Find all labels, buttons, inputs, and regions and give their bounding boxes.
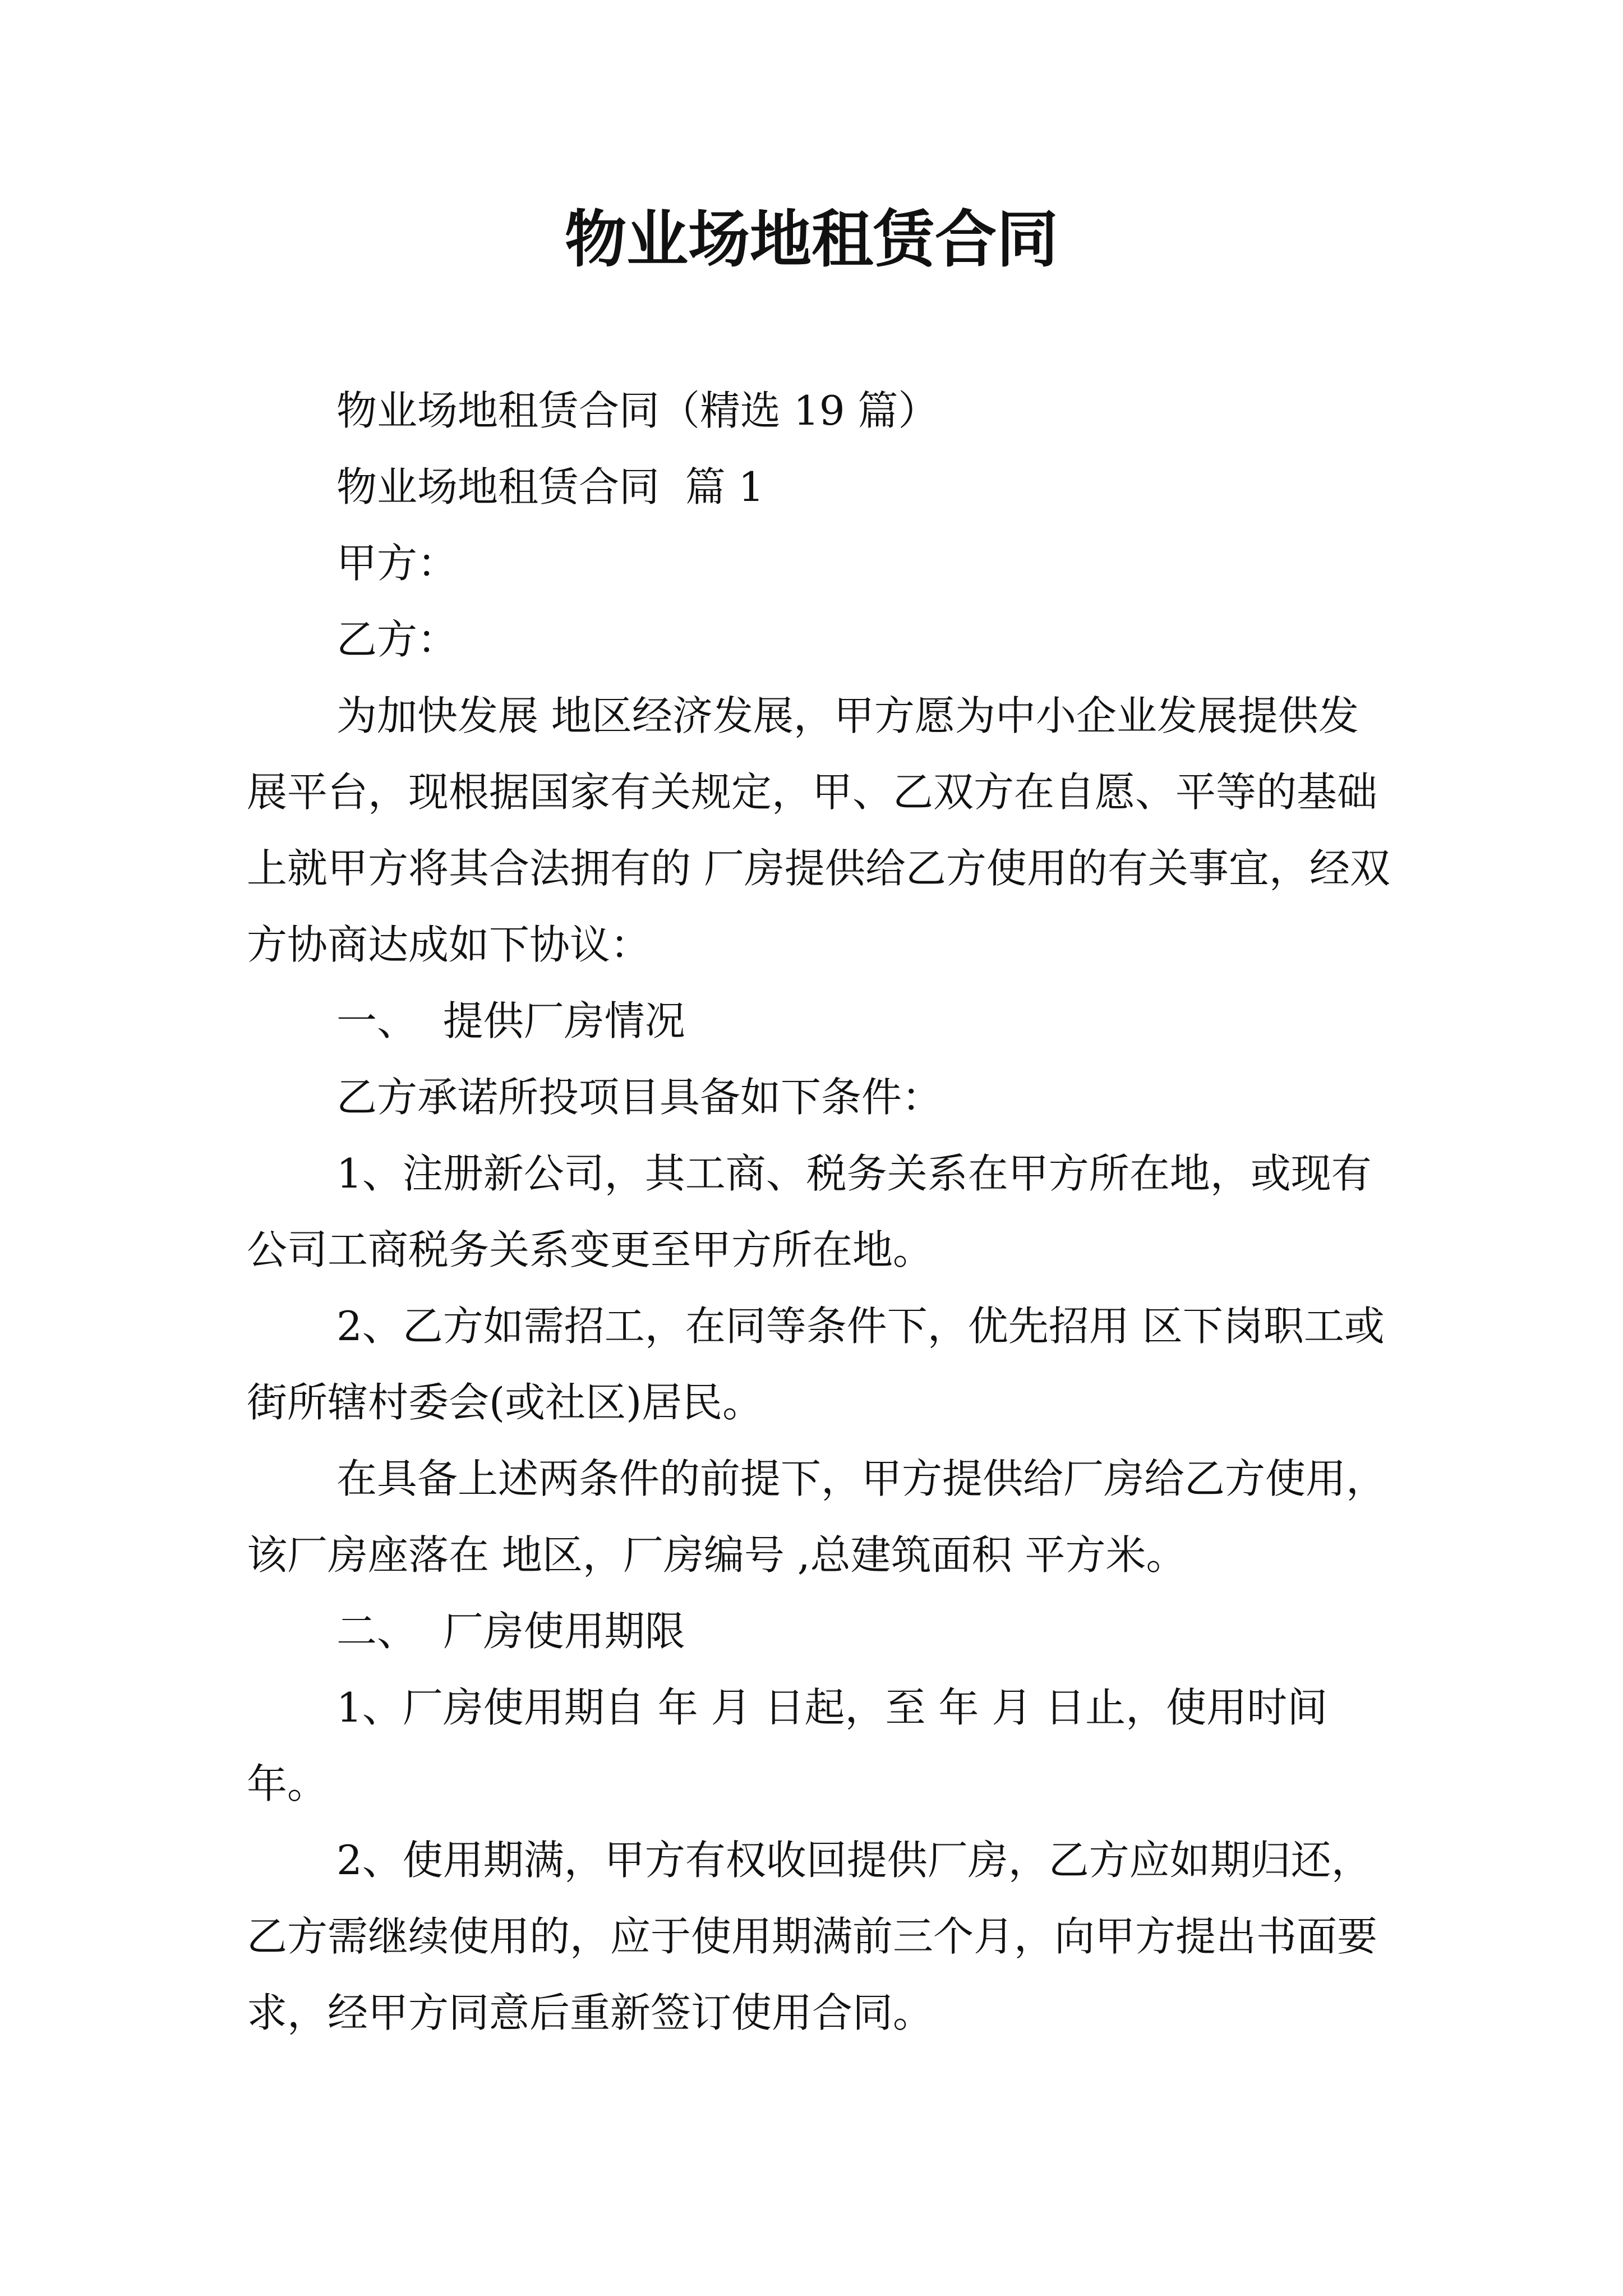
paragraph-condition-1: 1、注册新公司，其工商、税务关系在甲方所在地，或现有公司工商税务关系变更至甲方所在地。 <box>247 1150 1372 1273</box>
paragraph-party-b: 乙方： <box>336 616 458 663</box>
paragraph-clause-2-heading: 二、 厂房使用期限 <box>336 1608 685 1655</box>
paragraph-section-heading: 物业场地租赁合同 篇 1 <box>336 463 764 510</box>
paragraph-subtitle: 物业场地租赁合同（精选 19 篇） <box>336 387 939 434</box>
paragraph-party-a: 甲方： <box>336 540 458 587</box>
paragraph-conditions-intro: 乙方承诺所投项目具备如下条件： <box>336 1074 943 1121</box>
paragraph-premises-description: 在具备上述两条件的前提下，甲方提供给厂房给乙方使用，该厂房座落在 地区，厂房编号 ,总建筑面积 平方米。 <box>247 1455 1387 1579</box>
paragraph-condition-2: 2、乙方如需招工，在同等条件下，优先招用 区下岗职工或 街所辖村委会(或社区)居民。 <box>247 1303 1398 1426</box>
document-body <box>247 372 1398 2051</box>
paragraph-term-1: 1、厂房使用期自 年 月 日起，至 年 月 日止，使用时间 年。 <box>247 1684 1341 1807</box>
paragraph-clause-1-heading: 一、 提供厂房情况 <box>336 997 685 1045</box>
document-title: 物业场地租赁合同 <box>565 203 1058 275</box>
paragraph-preamble: 为加快发展 地区经济发展，甲方愿为中小企业发展提供发展平台，现根据国家有关规定，甲、乙双方在自愿、平等的基础上就甲方将其合法拥有的 厂房提供给乙方使用的有关事宜，经双方协商达成如下协议： <box>247 692 1390 968</box>
paragraph-term-2: 2、使用期满，甲方有权收回提供厂房，乙方应如期归还，乙方需继续使用的，应于使用期满前三个月，向甲方提出书面要求，经甲方同意后重新签订使用合同。 <box>247 1837 1378 2036</box>
